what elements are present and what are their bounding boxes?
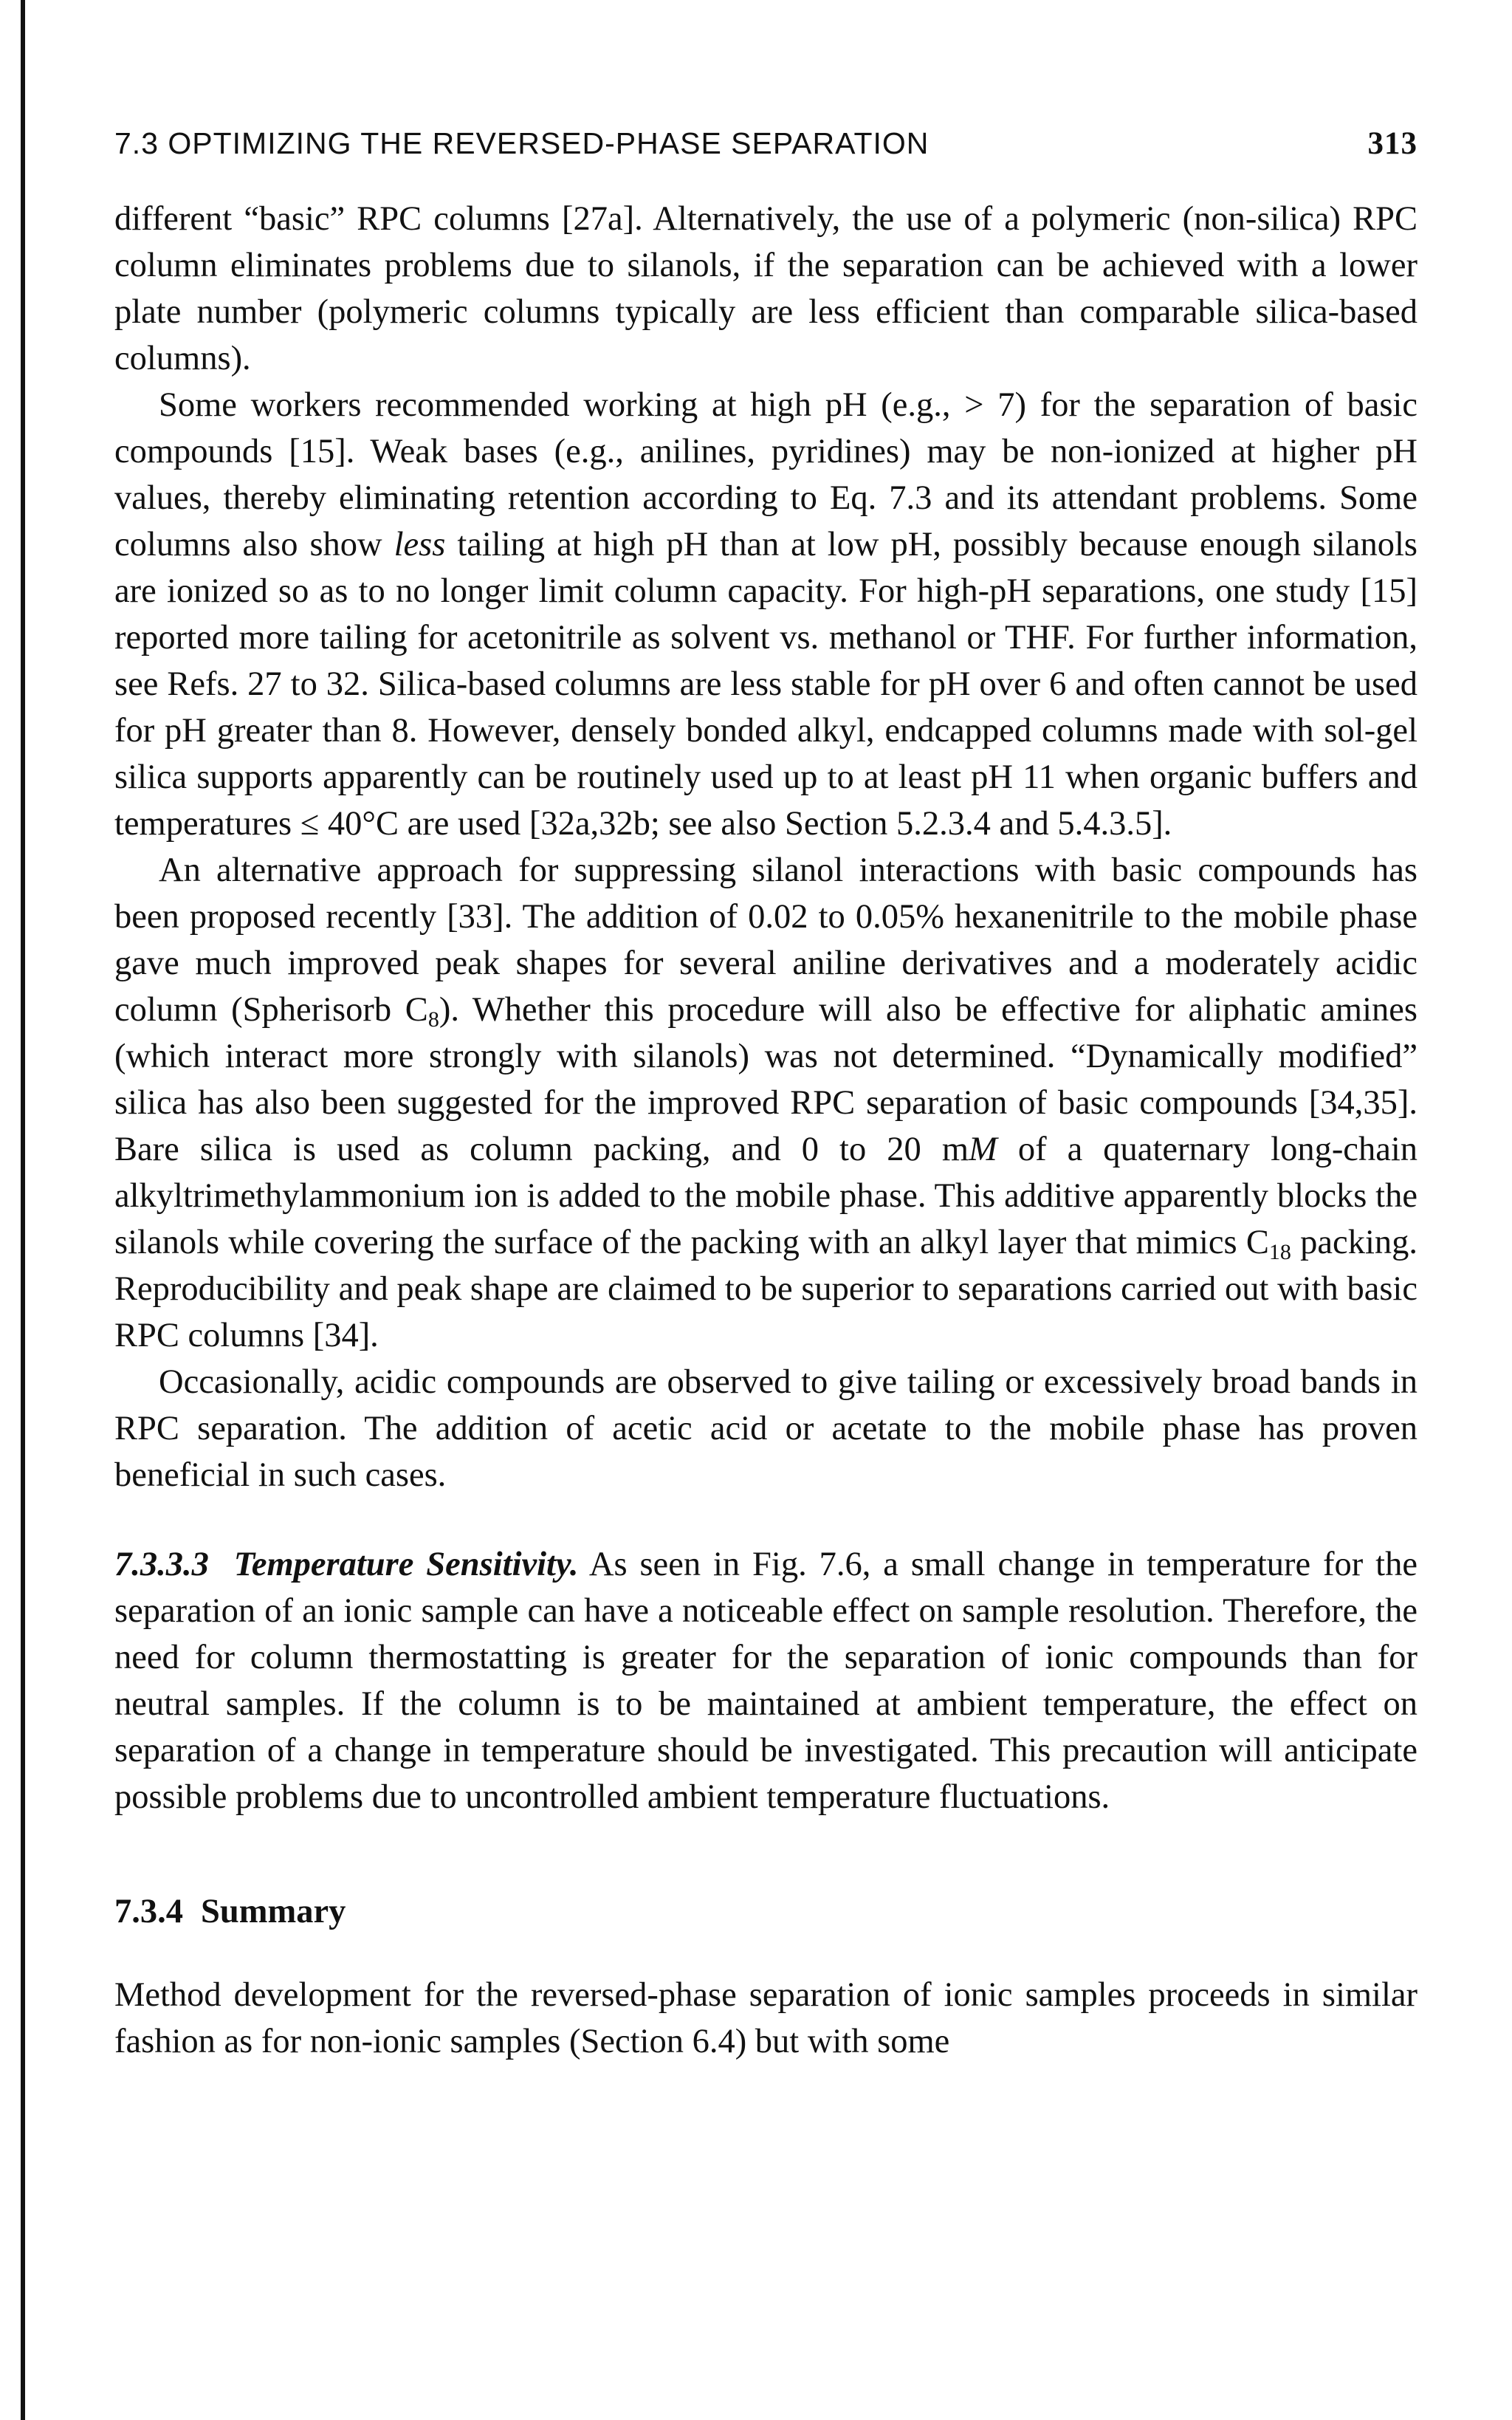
spacer [114,1935,1418,1972]
subsection-text: As seen in Fig. 7.6, a small change in temperature for the separation of an ionic sample can have a noticeable effect on sample resolution. Therefore, the need for column thermostatting is greater for the separation of ionic compounds than for neutral samples. If the column is to be maintained at ambient temperature, the effect on separation of a change in temperature should be investigated. This precaution will anticipate possible problems due to uncontrolled ambient temperature fluctuations. [114,1546,1418,1816]
section-heading-summary [114,1888,1418,1935]
paragraph-high-ph [114,382,1418,847]
emphasis-molar: M [969,1131,997,1168]
section-title: Summary [201,1893,346,1930]
text-run: An alternative approach for suppressing silanol interactions with basic compounds has been proposed recently [33]. The addition of 0.02 to 0.05% hexanenitrile to the mobile phase gave much improved peak shapes for several aniline derivatives and a moderately acidic column (Spherisorb C [114,851,1418,1029]
spacer [114,1820,1418,1888]
text-run: packing. Reproducibility and peak shape are claimed to be superior to separations carried out with basic RPC columns [34]. [114,1224,1418,1354]
subscript-18: 18 [1268,1240,1291,1264]
running-head [114,126,1418,162]
book-page [114,126,1418,2065]
paragraph-summary: Method development for the reversed-phase separation of ionic samples proceeds in similar fashion as for non-ionic samples (Section 6.4) but with some [114,1976,1418,2060]
subsection-title: Temperature Sensitivity. [233,1546,579,1583]
subsection-number: 7.3.3.3 [114,1546,209,1583]
paragraph-alternative-approach [114,847,1418,1359]
section-number: 7.3.4 [114,1893,183,1930]
running-head-title: 7.3 OPTIMIZING THE REVERSED-PHASE SEPARATION [114,126,929,160]
body-text [114,196,1418,2065]
text-run: Some workers recommended working at high pH (e.g., > 7) for the separation of basic compounds [15]. Weak bases (e.g., anilines, pyridines) may be non-ionized at higher pH values, thereby eliminating retention according to Eq. 7.3 and its attendant problems. Some columns also show [114,386,1418,563]
page-binding-edge [21,0,25,2420]
text-run: of a quaternary long-chain alkyltrimethylammonium ion is added to the mobile phase. This additive apparently blocks the silanols while covering the surface of the packing with an alkyl layer that mimics C [114,1131,1418,1261]
spacer [114,1498,1418,1541]
paragraph-continued: different “basic” RPC columns [27a]. Alternatively, the use of a polymeric (non-silica) RPC column eliminates problems due to silanols, if the separation can be achieved with a lower plate number (polymeric columns typically are less efficient than comparable silica-based columns). [114,200,1418,377]
text-run: ). Whether this procedure will also be effective for aliphatic amines (which interact more strongly with silanols) was not determined. “Dynamically modified” silica has also been suggested for the improved RPC separation of basic compounds [34,35]. Bare silica is used as column packing, and 0 to 20 m [114,991,1418,1168]
emphasis-less: less [394,526,446,563]
page-number: 313 [1367,126,1418,161]
text-run: tailing at high pH than at low pH, possibly because enough silanols are ionized so as to no longer limit column capacity. For high-pH separations, one study [15] reported more tailing for acetonitrile as solvent vs. methanol or THF. For further information, see Refs. 27 to 32. Silica-based columns are less stable for pH over 6 and often cannot be used for pH greater than 8. However, densely bonded alkyl, endcapped columns made with sol-gel silica supports apparently can be routinely used up to at least pH 11 when organic buffers and temperatures ≤ 40°C are used [32a,32b; see also Section 5.2.3.4 and 5.4.3.5]. [114,526,1418,843]
subscript-8: 8 [427,1007,439,1032]
paragraph-acidic-compounds: Occasionally, acidic compounds are observed to give tailing or excessively broad bands in RPC separation. The addition of acetic acid or acetate to the mobile phase has proven beneficial in such cases. [114,1363,1418,1494]
subsection-temperature-sensitivity [114,1541,1418,1820]
